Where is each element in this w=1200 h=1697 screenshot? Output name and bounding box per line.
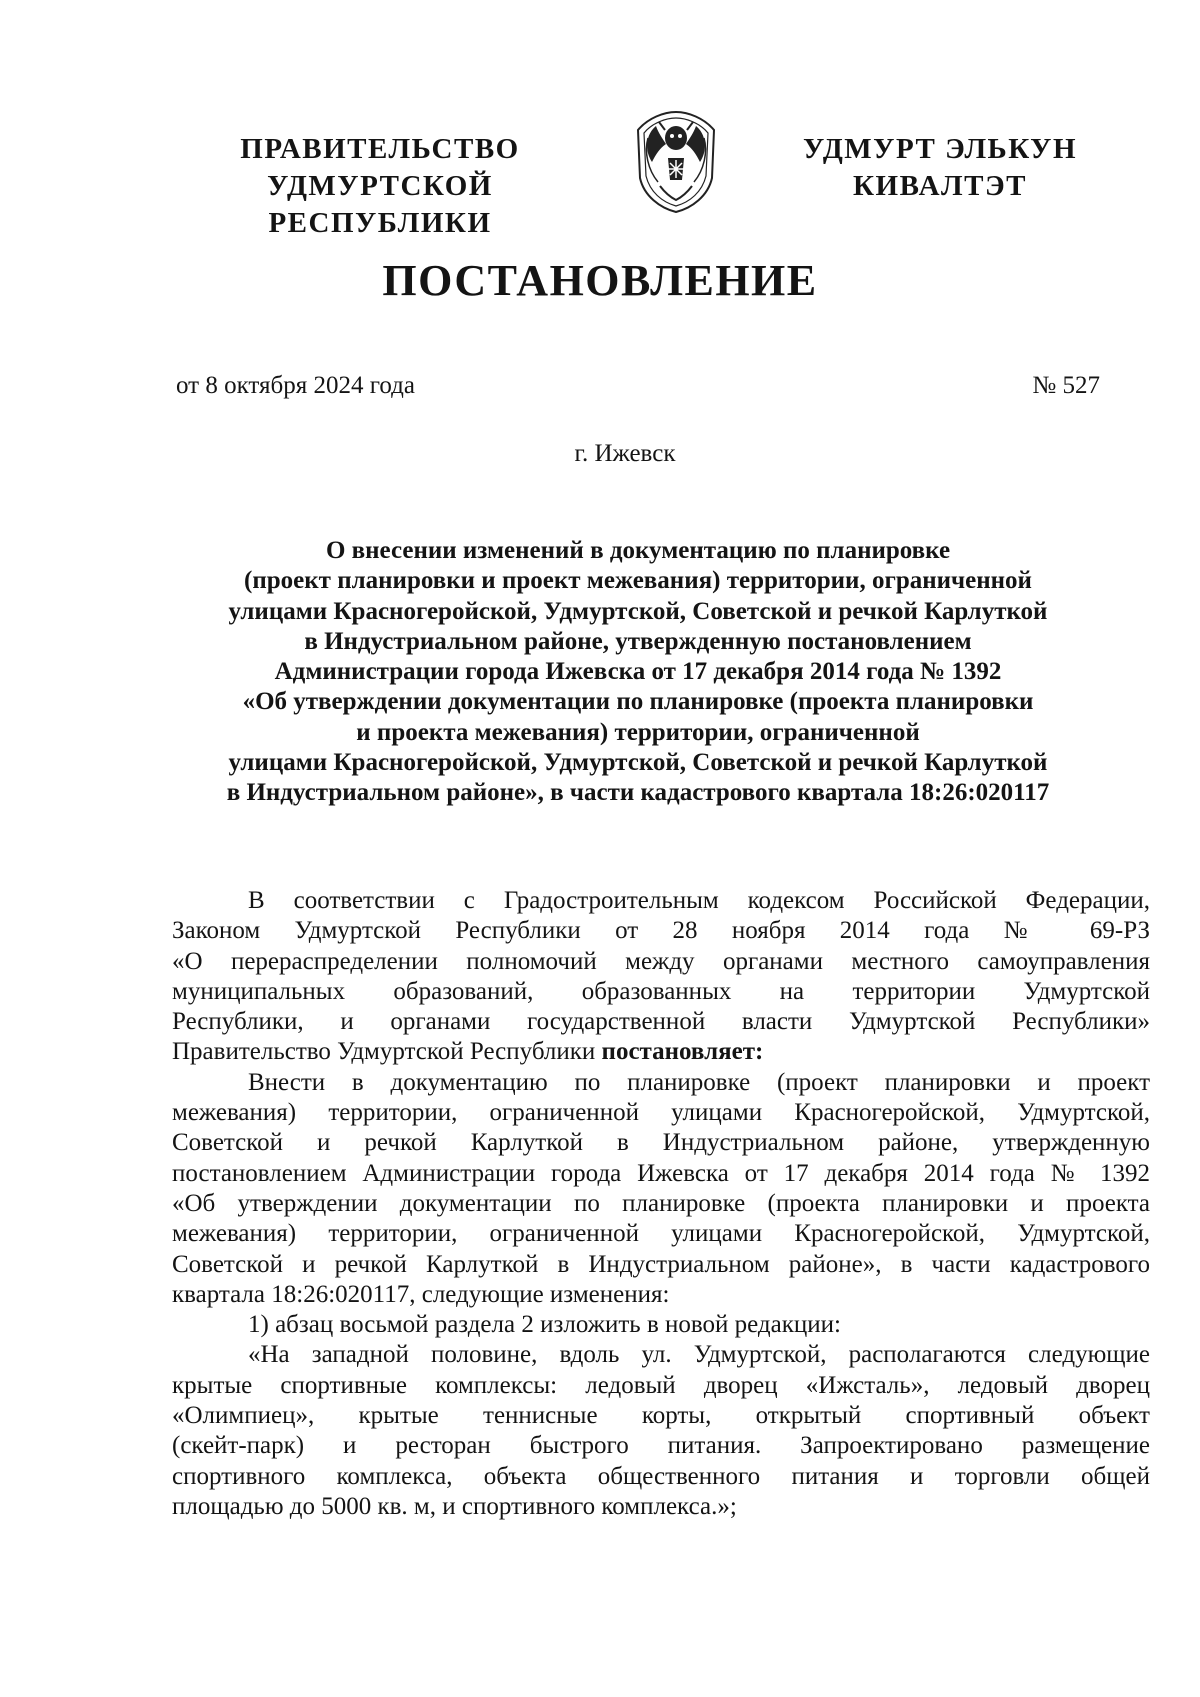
header-right-line1: УДМУРТ ЭЛЬКУН xyxy=(802,133,1078,165)
body-line: Законом Удмуртской Республики от 28 ноября 2014 года № 69-РЗ xyxy=(172,917,1150,945)
resolves-keyword: постановляет: xyxy=(601,1038,764,1066)
body-line: Советской и речкой Карлуткой в Индустриальном районе, утвержденную xyxy=(172,1129,1150,1157)
body-line: квартала 18:26:020117, следующие изменения: xyxy=(172,1280,670,1308)
body-line: «На западной половине, вдоль ул. Удмуртской, располагаются следующие xyxy=(248,1341,1150,1369)
resolution-body xyxy=(172,886,1150,1522)
body-line: спортивного комплекса, объекта общественного питания и торговли общей xyxy=(172,1462,1150,1490)
body-line: крытые спортивные комплексы: ледовый дворец «Ижсталь», ледовый дворец xyxy=(172,1371,1150,1399)
body-line: «Олимпиец», крытые теннисные корты, открытый спортивный объект xyxy=(172,1402,1150,1430)
body-line: Республики, и органами государственной власти Удмуртской Республики» xyxy=(172,1008,1150,1036)
document-date: от 8 октября 2024 года xyxy=(176,372,415,399)
resolution-title xyxy=(170,536,1106,809)
body-line: межевания) территории, ограниченной улицами Красногеройской, Удмуртской, xyxy=(172,1099,1150,1127)
document-number: № 527 xyxy=(1032,372,1100,399)
body-line: постановлением Администрации города Ижевска от 17 декабря 2014 года № 1392 xyxy=(172,1159,1150,1187)
title-line: «Об утверждении документации по планировке (проекта планировки xyxy=(242,688,1034,716)
header-right-line2: КИВАЛТЭТ xyxy=(852,170,1027,202)
body-line: (скейт-парк) и ресторан быстрого питания. Запроектировано размещение xyxy=(172,1432,1150,1460)
title-line: улицами Красногеройской, Удмуртской, Советской и речкой Карлуткой xyxy=(228,749,1048,777)
title-line: и проекта межевания) территории, ограниченной xyxy=(356,718,920,746)
title-line: (проект планировки и проект межевания) территории, ограниченной xyxy=(244,567,1032,595)
document-city: г. Ижевск xyxy=(574,440,676,467)
title-line: улицами Красногеройской, Удмуртской, Советской и речкой Карлуткой xyxy=(228,597,1048,625)
header-left xyxy=(160,131,600,242)
body-text: Правительство Удмуртской Республики xyxy=(172,1038,602,1066)
body-line: В соответствии с Градостроительным кодексом Российской Федерации, xyxy=(248,887,1150,914)
title-line: в Индустриальном районе», в части кадастрового квартала 18:26:020117 xyxy=(226,779,1050,807)
title-line: Администрации города Ижевска от 17 декабря 2014 года № 1392 xyxy=(274,658,1002,686)
body-line-with-emphasis xyxy=(172,1037,1150,1067)
body-line: площадью до 5000 кв. м, и спортивного комплекса.»; xyxy=(172,1492,737,1520)
header-left-line2: УДМУРТСКОЙ РЕСПУБЛИКИ xyxy=(267,170,493,239)
body-line: «О перераспределении полномочий между органами местного самоуправления xyxy=(172,947,1150,975)
header-left-line1: ПРАВИТЕЛЬСТВО xyxy=(240,133,520,165)
header-right xyxy=(790,131,1090,205)
list-item: 1) абзац восьмой раздела 2 изложить в новой редакции: xyxy=(248,1311,841,1339)
coat-of-arms-icon xyxy=(626,108,726,216)
body-line: «Об утверждении документации по планировке (проекта планировки и проекта xyxy=(172,1189,1150,1217)
title-line: в Индустриальном районе, утвержденную постановлением xyxy=(304,627,972,655)
title-line: О внесении изменений в документацию по планировке xyxy=(325,537,951,564)
body-line: Советской и речкой Карлуткой в Индустриальном районе», в части кадастрового xyxy=(172,1250,1150,1278)
body-line: муниципальных образований, образованных на территории Удмуртской xyxy=(172,977,1150,1005)
body-line: межевания) территории, ограниченной улицами Красногеройской, Удмуртской, xyxy=(172,1220,1150,1248)
document-type-title: ПОСТАНОВЛЕНИЕ xyxy=(382,256,818,305)
body-line: Внести в документацию по планировке (проект планировки и проект xyxy=(248,1068,1150,1096)
